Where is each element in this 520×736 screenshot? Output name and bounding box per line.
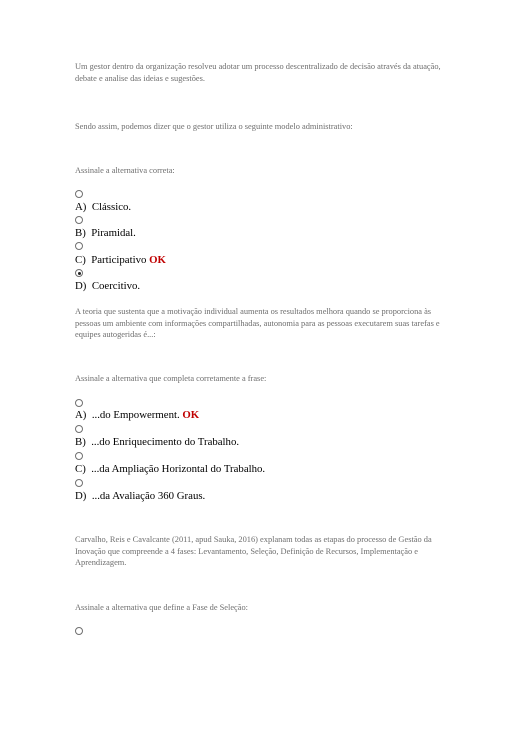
q1-radio-d[interactable] [75,269,83,277]
q3-instruction: Assinale a alternativa que define a Fase de Seleção: [75,603,249,612]
q1-radio-a[interactable] [75,190,83,198]
ok-mark: OK [149,254,166,266]
q2-option-d: D) ...da Avaliação 360 Graus. [75,490,206,502]
q2-context: A teoria que sustenta que a motivação individual aumenta os resultados melhora quando se proporciona às pessoas um ambiente com informações compartilhadas, autonomia para as pessoas executarem suas tarefas e equipes autogeridas é...: [75,307,440,339]
q1-option-c: C) Participativo OK [75,254,166,266]
ok-mark: OK [182,409,200,421]
q1-option-a: A) Clássico. [75,201,132,213]
q1-radio-c[interactable] [75,242,83,250]
q1-instruction: Assinale a alternativa correta: [75,166,175,175]
q2-radio-d[interactable] [75,479,83,487]
q1-radio-b[interactable] [75,216,83,224]
q2-radio-c[interactable] [75,452,83,460]
q2-option-b: B) ...do Enriquecimento do Trabalho. [75,436,240,448]
q3-radio-a[interactable] [75,627,83,635]
q2-radio-b[interactable] [75,425,83,433]
q1-option-b: B) Piramidal. [75,227,136,239]
q2-instruction: Assinale a alternativa que completa corretamente a frase: [75,374,267,383]
q3-context: Carvalho, Reis e Cavalcante (2011, apud Sauka, 2016) explanam todas as etapas do processo de Gestão da Inovação que compreende a 4 fases: Levantamento, Seleção, Definição de Recursos, Implementação e Aprendizagem. [75,535,432,567]
q2-radio-a[interactable] [75,399,83,407]
q1-option-d: D) Coercitivo. [75,280,141,292]
q2-option-c: C) ...da Ampliação Horizontal do Trabalho. [75,463,266,475]
q1-context: Um gestor dentro da organização resolveu adotar um processo descentralizado de decisão através da atuação, debate e analise das ideias e sugestões. [75,62,441,83]
q2-option-a: A) ...do Empowerment. OK [75,409,200,421]
q1-stem: Sendo assim, podemos dizer que o gestor utiliza o seguinte modelo administrativo: [75,122,353,131]
